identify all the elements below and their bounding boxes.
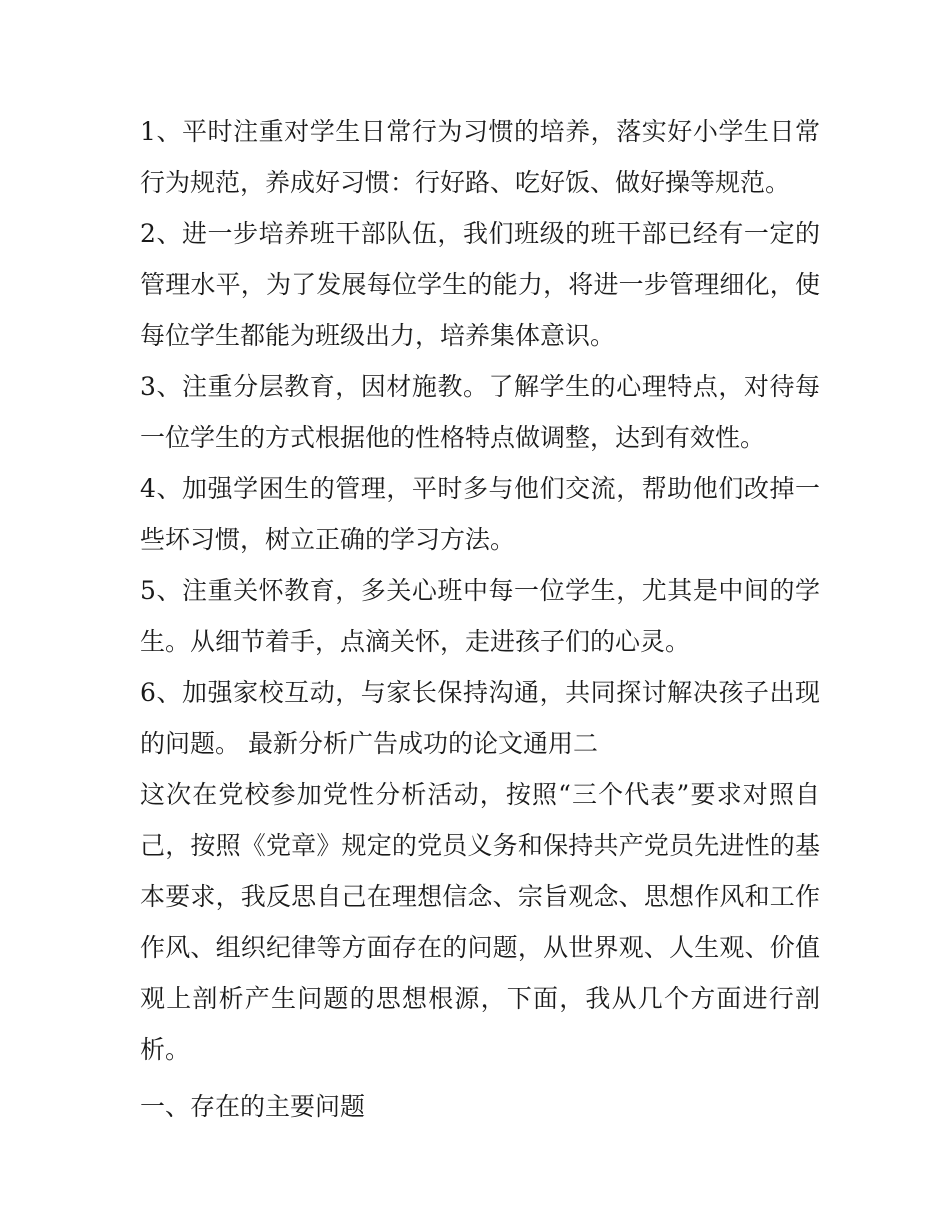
paragraph-5: 5、注重关怀教育，多关心班中每一位学生，尤其是中间的学生。从细节着手，点滴关怀，走进孩子们的心灵。 [140,576,820,656]
document-body [140,106,820,1132]
paragraph-4: 4、加强学困生的管理，平时多与他们交流，帮助他们改掉一些坏习惯，树立正确的学习方法。 [140,474,820,554]
paragraph-1: 1、平时注重对学生日常行为习惯的培养，落实好小学生日常行为规范，养成好习惯：行好路、吃好饭、做好操等规范。 [140,117,820,197]
paragraph-7: 这次在党校参加党性分析活动，按照“三个代表”要求对照自己，按照《党章》规定的党员义务和保持共产党员先进性的基本要求，我反思自己在理想信念、宗旨观念、思想作风和工作作风、组织纪律等方面存在的问题，从世界观、人生观、价值观上剖析产生问题的思想根源，下面，我从几个方面进行剖析。 [140,780,820,1064]
paragraph-2: 2、进一步培养班干部队伍，我们班级的班干部已经有一定的管理水平，为了发展每位学生的能力，将进一步管理细化，使每位学生都能为班级出力，培养集体意识。 [140,219,820,350]
paragraph-3: 3、注重分层教育，因材施教。了解学生的心理特点，对待每一位学生的方式根据他的性格特点做调整，达到有效性。 [140,372,820,452]
paragraph-6: 6、加强家校互动，与家长保持沟通，共同探讨解决孩子出现的问题。 最新分析广告成功的论文通用二 [140,678,820,758]
section-heading: 一、存在的主要问题 [140,1092,366,1121]
